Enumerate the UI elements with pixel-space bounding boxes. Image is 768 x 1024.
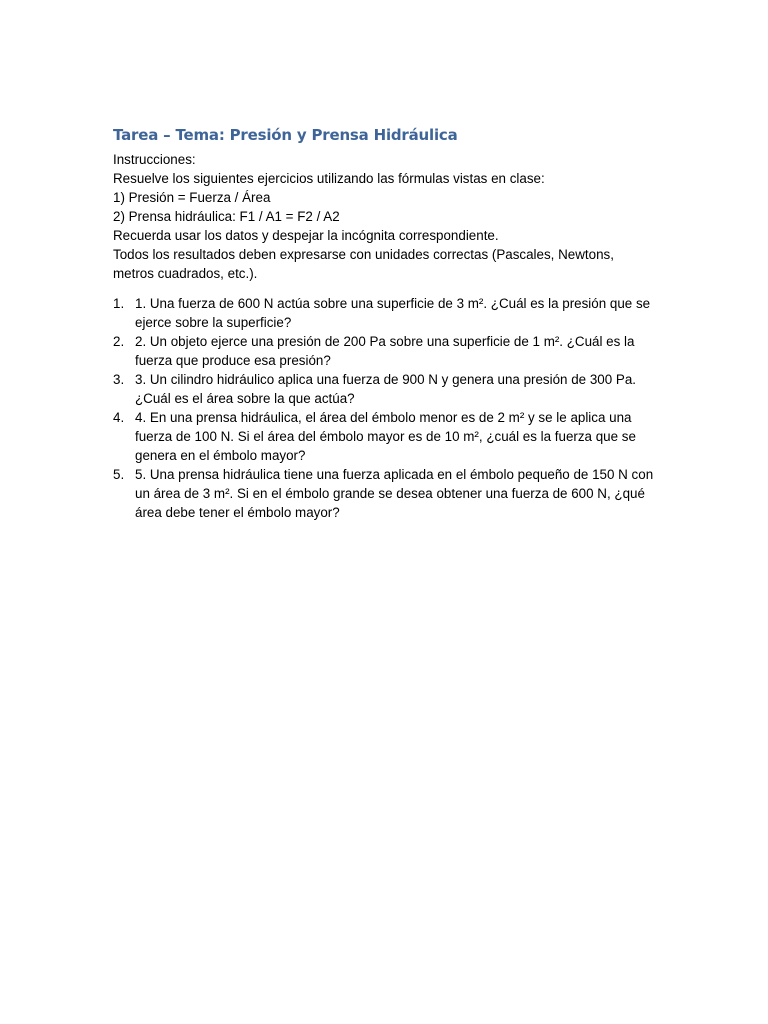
exercise-text: 5. Una prensa hidráulica tiene una fuerza aplicada en el émbolo pequeño de 150 N con un área de 3 m². Si en el émbolo grande se desea obtener una fuerza de 600 N, ¿qué área debe tener el émbolo mayor? (135, 467, 654, 520)
exercise-item (113, 370, 658, 408)
exercise-item (113, 332, 658, 370)
exercise-item (113, 294, 658, 332)
instructions-units-note: Todos los resultados deben expresarse con unidades correctas (Pascales, Newtons, metros cuadrados, etc.). (113, 247, 614, 281)
document-body (113, 124, 658, 522)
exercise-number: 3. (113, 372, 125, 387)
exercise-text: 2. Un objeto ejerce una presión de 200 Pa sobre una superficie de 1 m². ¿Cuál es la fuerza que produce esa presión? (135, 334, 635, 368)
instructions-line: Resuelve los siguientes ejercicios utilizando las fórmulas vistas en clase: (113, 171, 545, 186)
formula-hydraulic-press: 2) Prensa hidráulica: F1 / A1 = F2 / A2 (113, 209, 340, 224)
instructions-line: Recuerda usar los datos y despejar la incógnita correspondiente. (113, 228, 499, 243)
exercise-text: 3. Un cilindro hidráulico aplica una fuerza de 900 N y genera una presión de 300 Pa. ¿Cuál es el área sobre la que actúa? (135, 372, 636, 406)
instructions-block (113, 150, 658, 283)
instructions-heading: Instrucciones: (113, 152, 196, 167)
exercise-text: 4. En una prensa hidráulica, el área del émbolo menor es de 2 m² y se le aplica una fuerza de 100 N. Si el área del émbolo mayor es de 10 m², ¿cuál es la fuerza que se genera en el émbolo mayor? (135, 410, 636, 463)
exercise-list (113, 294, 658, 522)
exercise-item (113, 465, 658, 522)
exercise-item (113, 408, 658, 465)
exercise-text: 1. Una fuerza de 600 N actúa sobre una superficie de 3 m². ¿Cuál es la presión que se ejerce sobre la superficie? (135, 296, 651, 330)
exercise-number: 5. (113, 467, 125, 482)
exercise-number: 1. (113, 296, 125, 311)
document-title: Tarea – Tema: Presión y Prensa Hidráulica (113, 126, 458, 144)
exercise-number: 4. (113, 410, 125, 425)
exercise-number: 2. (113, 334, 125, 349)
formula-pressure: 1) Presión = Fuerza / Área (113, 190, 271, 205)
